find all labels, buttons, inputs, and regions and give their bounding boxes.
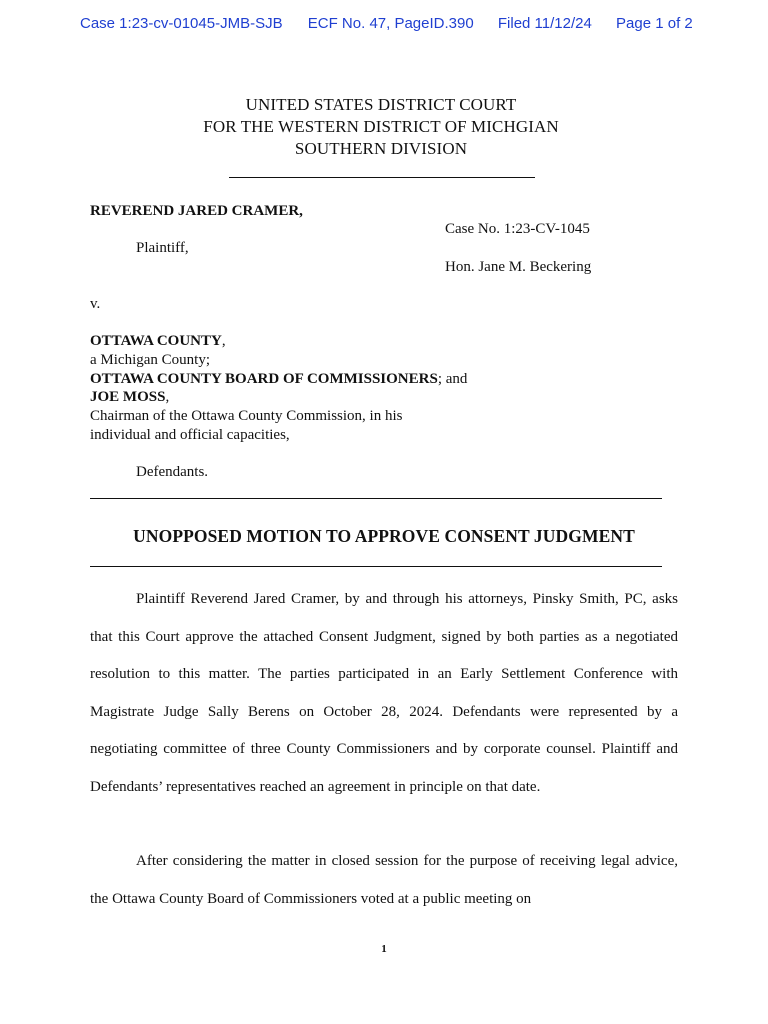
defendant-joe-moss bbox=[90, 389, 169, 406]
caption-divider bbox=[90, 498, 662, 499]
court-name: UNITED STATES DISTRICT COURT bbox=[245, 95, 517, 114]
plaintiff-name: REVEREND JARED CRAMER, bbox=[90, 203, 303, 219]
assigned-judge: Hon. Jane M. Beckering bbox=[445, 259, 592, 275]
defendants-role: Defendants. bbox=[136, 464, 209, 480]
defendant-description: Chairman of the Ottawa County Commission, in his bbox=[90, 408, 403, 424]
court-heading bbox=[0, 94, 762, 160]
defendant-ottawa-county bbox=[90, 333, 226, 350]
ecf-filing-header bbox=[80, 15, 700, 32]
page-number: 1 bbox=[381, 943, 387, 955]
ecf-page-count: Page 1 of 2 bbox=[616, 15, 693, 32]
title-divider bbox=[90, 566, 662, 567]
plaintiff-role: Plaintiff, bbox=[136, 240, 189, 256]
body-paragraph: After considering the matter in closed session for the purpose of receiving legal advice, the Ottawa County Board of Commissioners voted at a public meeting on bbox=[90, 853, 678, 907]
case-number: Case No. 1:23-CV-1045 bbox=[445, 221, 590, 237]
ecf-case-number: Case 1:23-cv-01045-JMB-SJB bbox=[80, 15, 283, 32]
body-paragraph: Plaintiff Reverend Jared Cramer, by and through his attorneys, Pinsky Smith, PC, asks that this Court approve the attached Consent Judgment, signed by both parties as a negotiated resolution to this matter. The parties participated in an Early Settlement Conference with Magistrate Judge Sally Berens on October 28, 2024. Defendants were represented by a negotiating committee of three County Commissioners and by corporate counsel. Plaintiff and Defendants’ representatives reached an agreement in principle on that date. bbox=[90, 591, 678, 795]
defendant-description: a Michigan County; bbox=[90, 352, 210, 368]
court-district: FOR THE WESTERN DISTRICT OF MICHGIAN bbox=[203, 117, 559, 136]
ecf-filed-date: Filed 11/12/24 bbox=[497, 15, 592, 32]
defendant-name: OTTAWA COUNTY BOARD OF COMMISSIONERS bbox=[90, 371, 438, 387]
heading-divider bbox=[229, 177, 535, 178]
defendant-punctuation: ; and bbox=[437, 371, 468, 387]
defendant-punctuation: , bbox=[221, 333, 226, 349]
court-division: SOUTHERN DIVISION bbox=[294, 139, 468, 158]
defendant-name: JOE MOSS bbox=[90, 389, 166, 405]
defendant-punctuation: , bbox=[165, 389, 170, 405]
defendant-name: OTTAWA COUNTY bbox=[90, 333, 222, 349]
motion-title: UNOPPOSED MOTION TO APPROVE CONSENT JUDGMENT bbox=[133, 526, 635, 546]
versus: v. bbox=[90, 296, 101, 312]
defendant-board bbox=[90, 371, 467, 388]
ecf-document-number: ECF No. 47, PageID.390 bbox=[307, 15, 474, 32]
defendant-description: individual and official capacities, bbox=[90, 427, 290, 443]
